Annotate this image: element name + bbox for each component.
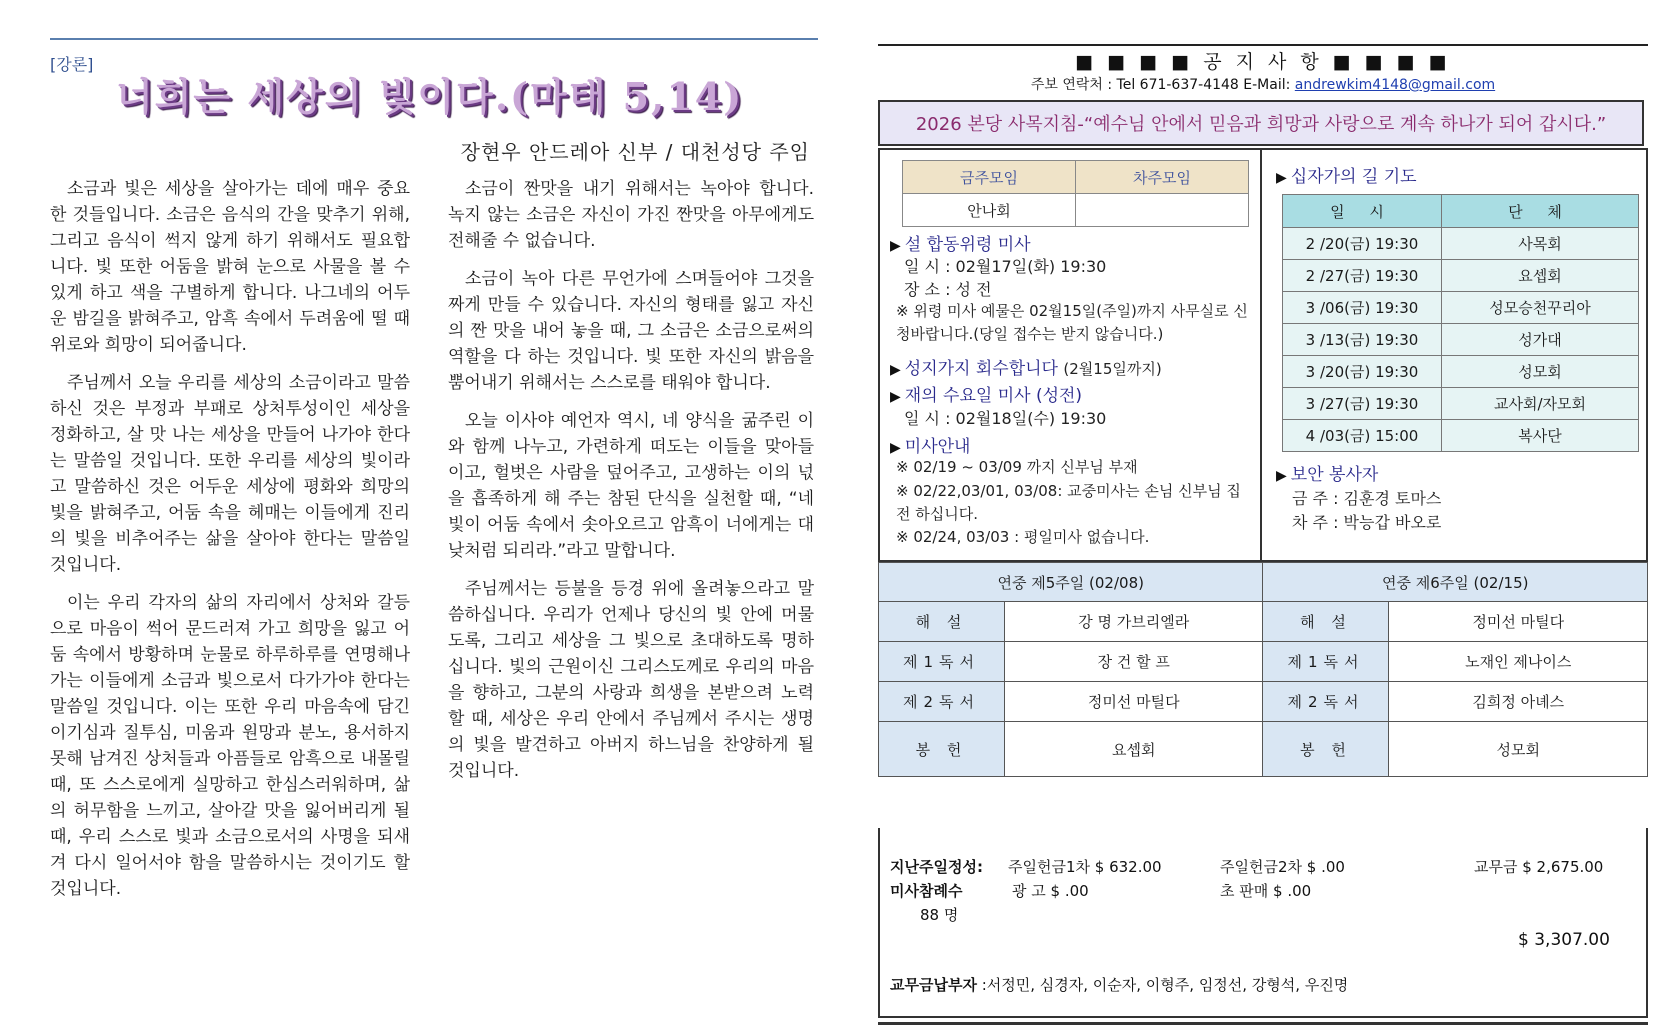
stations-table [1282, 194, 1639, 452]
meeting-header-this-week: 금주모임 [903, 161, 1076, 194]
contact-line [878, 74, 1648, 94]
play-arrow-icon: ▶ [890, 238, 901, 254]
notices-top-rule [878, 44, 1648, 46]
top-divider [50, 38, 818, 40]
table-row: 해 설 강 명 가브리엘라 해 설 정미선 마틸다 [879, 602, 1648, 642]
ash-wednesday-time: 일 시 : 02월18일(수) 19:30 [904, 409, 1107, 428]
security-volunteer-heading: ▶ 보안 봉사자 [1276, 465, 1379, 485]
homily-paragraph: 소금이 짠맛을 내기 위해서는 녹아야 합니다. 녹지 않는 소금은 자신이 가진 짠맛을 아무에게도 전해줄 수 없습니다. [448, 179, 814, 251]
homily-paragraph: 주님께서는 등불을 등경 위에 올려놓으라고 말씀하십니다. 우리가 언제나 당신의 빛 안에 머물도록, 그리고 세상을 그 빛으로 초대하도록 명하십니다. 빛의 근원이신 그리스도께로 우리의 마음을 향하고, 그분의 사랑과 희생을 본받으려 노력할 때, 세상은 우리 안에서 주님께서 주시는 생명의 빛을 발견하고 아버지 하느님을 찬양하게 될 것입니다. [448, 579, 814, 781]
table-row: 2 /20(금) 19:30 사목회 [1283, 228, 1639, 260]
pastoral-motto: 2026 본당 사목지침-“예수님 안에서 믿음과 희망과 사랑으로 계속 하나가 되어 갑시다.” [878, 100, 1644, 146]
mass-info-note: ※ 02/19 ~ 03/09 까지 신부님 부재 [896, 458, 1138, 476]
homily-paragraph: 주님께서 오늘 우리를 세상의 소금이라고 말씀하신 것은 부정과 부패로 상처투성이인 세상을 정화하고, 살 맛 나는 세상을 만들어 나가야 한다는 말씀일 것입니다. 또한 우리를 세상의 빛이라고 말씀하신 것은 어두운 세상에 평화와 희망의 빛을 밝혀주고, 어둠 속을 헤매는 이들에게 진리의 빛을 비추어주는 삶을 살아야 한다는 말씀일 것입니다. [50, 373, 410, 575]
mass-info-note: ※ 02/24, 03/03 : 평일미사 없습니다. [896, 528, 1150, 546]
homily-paragraph: 소금이 녹아 다른 무언가에 스며들어야 그것을 짜게 만들 수 있습니다. 자신의 형태를 잃고 자신의 짠 맛을 내어 놓을 때, 그 소금은 소금으로써의 역할을 다 하는 것입니다. 빛 또한 자신의 밝음을 뿜어내기 위해서는 스스로를 태워야 합니다. [448, 269, 814, 393]
table-row: 2 /27(금) 19:30 요셉회 [1283, 260, 1639, 292]
play-arrow-icon: ▶ [1276, 170, 1287, 186]
homily-author: 장현우 안드레아 신부 / 대천성당 주임 [460, 140, 810, 164]
notices-column-divider [1260, 148, 1262, 562]
play-arrow-icon: ▶ [890, 389, 901, 405]
notices-section [878, 44, 1648, 994]
offering-item: 주일헌금2차 $ .00 [1220, 858, 1345, 876]
table-row: 3 /06(금) 19:30 성모승천꾸리아 [1283, 292, 1639, 324]
memorial-mass-heading: ▶ 설 합동위령 미사 [890, 235, 1031, 255]
table-row: 3 /20(금) 19:30 성모회 [1283, 356, 1639, 388]
offering-item: 광 고 $ .00 [1012, 882, 1089, 900]
homily-column-2 [448, 176, 814, 796]
offering-item: 주일헌금1차 $ 632.00 [1008, 858, 1162, 876]
donors-list: :서정민, 심경자, 이순자, 이형주, 임정선, 강형석, 우진명 [981, 976, 1349, 994]
meeting-header-next-week: 차주모임 [1076, 161, 1249, 194]
contact-text: 주보 연락처 : Tel 671-637-4148 E-Mail: [1030, 77, 1291, 93]
table-row: 제2독서 정미선 마틸다 제2독서 김희정 아녜스 [879, 682, 1648, 722]
donors-label: 교무금납부자 [890, 976, 977, 994]
meeting-table [902, 160, 1249, 227]
table-row: 4 /03(금) 15:00 복사단 [1283, 420, 1639, 452]
stations-of-cross-heading: ▶ 십자가의 길 기도 [1276, 167, 1417, 187]
memorial-mass-place: 장 소 : 성 전 [904, 280, 992, 299]
donors-line [890, 974, 1348, 995]
table-row: 3 /27(금) 19:30 교사회/자모회 [1283, 388, 1639, 420]
stations-date-header: 일 시 [1283, 195, 1442, 228]
play-arrow-icon: ▶ [890, 362, 901, 378]
table-row: 제1독서 장 건 할 프 제1독서 노재인 제나이스 [879, 642, 1648, 682]
play-arrow-icon: ▶ [1276, 468, 1287, 484]
homily-section [50, 36, 818, 1006]
memorial-mass-note: ※ 위령 미사 예물은 02월15일(주일)까지 사무실로 신청바랍니다.(당일 접수는 받지 않습니다.) [896, 302, 1248, 343]
liturgy-week5-header: 연중 제5주일 (02/08) [879, 563, 1263, 602]
table-row: 봉 헌 요셉회 봉 헌 성모회 [879, 722, 1648, 777]
homily-paragraph: 소금과 빛은 세상을 살아가는 데에 매우 중요한 것들입니다. 소금은 음식의 간을 맞추기 위해, 그리고 음식이 썩지 않게 하기 위해서도 필요합니다. 빛 또한 어둠을 밝혀 눈으로 사물을 볼 수 있게 하고 색을 구별하게 합니다. 나그네의 어두운 밤길을 밝혀주고, 암흑 속에서 두려움에 떨 때 위로와 희망이 되어줍니다. [50, 179, 410, 355]
mass-info-heading: ▶ 미사안내 [890, 437, 971, 457]
offering-total: $ 3,307.00 [1518, 930, 1610, 950]
homily-paragraph: 이는 우리 각자의 삶의 자리에서 상처와 갈등으로 마음이 썩어 문드러져 가고 희망을 잃고 어둠 속에서 방황하며 눈물로 하루하루를 연명해나가는 이들에게 소금과 빛으로서 다가가야 한다는 말씀일 것입니다. 이는 또한 우리 마음속에 담긴 이기심과 질투심, 미움과 원망과 분노, 용서하지 못해 남겨진 상처들과 아픔들로 암흑으로 내몰릴 때, 또 스스로에게 실망하고 한심스러워하며, 삶의 허무함을 느끼고, 살아갈 맛을 잃어버리게 될 때, 우리 스스로 빛과 소금으로서의 사명을 되새겨 다시 일어서야 함을 말씀하시는 것이기도 할 것입니다. [50, 593, 410, 899]
meeting-this-week: 안나회 [903, 194, 1076, 227]
ash-wednesday-heading: ▶ 재의 수요일 미사 (성전) [890, 386, 1083, 406]
homily-title: 너희는 세상의 빛이다.(마태 5,14) [116, 74, 744, 119]
offering-label: 지난주일정성: [890, 858, 983, 876]
table-row: 3 /13(금) 19:30 성가대 [1283, 324, 1639, 356]
offering-item: 교무금 $ 2,675.00 [1474, 858, 1604, 876]
meeting-next-week [1076, 194, 1249, 227]
liturgy-roster-table [878, 562, 1648, 777]
security-this-week: 금 주 : 김훈경 토마스 [1292, 489, 1442, 508]
play-arrow-icon: ▶ [890, 440, 901, 456]
attendance-count: 88 명 [920, 906, 959, 924]
security-next-week: 차 주 : 박능갑 바오로 [1292, 513, 1442, 532]
homily-tag: [강론] [50, 55, 94, 74]
offering-item: 초 판매 $ .00 [1220, 882, 1312, 900]
notices-title: ■ ■ ■ ■ 공 지 사 항 ■ ■ ■ ■ [1075, 51, 1451, 73]
attendance-label: 미사참례수 [890, 882, 963, 900]
palm-return-notice: ▶ 성지가지 회수합니다 (2월15일까지) [890, 359, 1162, 379]
liturgy-week6-header: 연중 제6주일 (02/15) [1263, 563, 1648, 602]
stations-group-header: 단 체 [1442, 195, 1639, 228]
homily-paragraph: 오늘 이사야 예언자 역시, 네 양식을 굶주린 이와 함께 나누고, 가련하게 떠도는 이들을 맞아들이고, 헐벗은 사람을 덮어주고, 고생하는 이의 넋을 흡족하게 해 주는 참된 단식을 실천할 때, “네 빛이 어둠 속에서 솟아오르고 암흑이 너에게는 대낮처럼 되리라.”라고 말합니다. [448, 411, 814, 561]
mass-info-note: ※ 02/22,03/01, 03/08: 교중미사는 손님 신부님 집전 하십니다. [896, 482, 1241, 523]
email-link[interactable]: andrewkim4148@gmail.com [1294, 77, 1496, 93]
memorial-mass-time: 일 시 : 02월17일(화) 19:30 [904, 257, 1107, 276]
homily-column-1 [50, 176, 410, 914]
accounts-box [878, 828, 1648, 1018]
